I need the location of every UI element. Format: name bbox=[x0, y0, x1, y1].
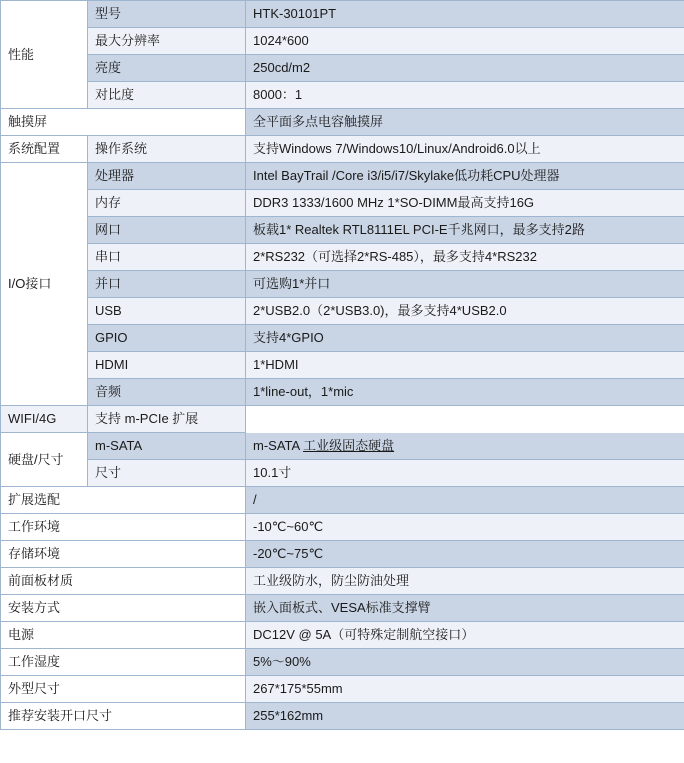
table-row bbox=[1, 217, 684, 244]
table-row bbox=[1, 433, 684, 460]
spec-value-cell: m-SATA 工业级固态硬盘 bbox=[246, 433, 684, 460]
category-cell: 硬盘/尺寸 bbox=[1, 433, 88, 487]
table-row bbox=[1, 622, 684, 649]
category-cell: 安装方式 bbox=[1, 595, 246, 622]
table-row bbox=[1, 271, 684, 298]
category-cell: 触摸屏 bbox=[1, 109, 246, 136]
spec-value-cell: 1*HDMI bbox=[246, 352, 684, 379]
table-row bbox=[1, 406, 684, 433]
spec-name-cell: 并口 bbox=[88, 271, 246, 298]
spec-name-cell: 操作系统 bbox=[88, 136, 246, 163]
spec-value-cell: 267*175*55mm bbox=[246, 676, 684, 703]
spec-name-cell: 亮度 bbox=[88, 55, 246, 82]
table-row bbox=[1, 298, 684, 325]
table-row bbox=[1, 487, 684, 514]
spec-value-cell: 8000：1 bbox=[246, 82, 684, 109]
underlined-text: 工业级固态硬盘 bbox=[303, 437, 395, 453]
category-cell: 工作环境 bbox=[1, 514, 246, 541]
category-cell: 系统配置 bbox=[1, 136, 88, 163]
spec-value-cell: 全平面多点电容触摸屏 bbox=[246, 109, 684, 136]
spec-name-cell: USB bbox=[88, 298, 246, 325]
spec-value-cell: 2*RS232（可选择2*RS-485），最多支持4*RS232 bbox=[246, 244, 684, 271]
spec-name-cell: 最大分辨率 bbox=[88, 28, 246, 55]
category-cell: 扩展选配 bbox=[1, 487, 246, 514]
table-row bbox=[1, 325, 684, 352]
spec-value-cell: HTK-30101PT bbox=[246, 1, 684, 28]
category-cell: 存储环境 bbox=[1, 541, 246, 568]
table-row bbox=[1, 379, 684, 406]
table-row bbox=[1, 541, 684, 568]
table-row bbox=[1, 244, 684, 271]
spec-value-cell: 支持 m-PCIe 扩展 bbox=[88, 406, 246, 433]
table-row bbox=[1, 163, 684, 190]
spec-value-cell: 5%～90% bbox=[246, 649, 684, 676]
spec-value-cell: 工业级防水，防尘防油处理 bbox=[246, 568, 684, 595]
spec-name-cell: 对比度 bbox=[88, 82, 246, 109]
table-row bbox=[1, 55, 684, 82]
table-row bbox=[1, 1, 684, 28]
category-cell: 外型尺寸 bbox=[1, 676, 246, 703]
spec-value-cell: 嵌入面板式、VESA标准支撑臂 bbox=[246, 595, 684, 622]
spec-name-cell: m-SATA bbox=[88, 433, 246, 460]
spec-name-cell: 处理器 bbox=[88, 163, 246, 190]
table-row bbox=[1, 514, 684, 541]
spec-value-cell: 2*USB2.0（2*USB3.0)，最多支持4*USB2.0 bbox=[246, 298, 684, 325]
spec-name-cell: HDMI bbox=[88, 352, 246, 379]
table-row bbox=[1, 352, 684, 379]
table-row bbox=[1, 460, 684, 487]
spec-name-cell: 内存 bbox=[88, 190, 246, 217]
table-row bbox=[1, 703, 684, 730]
table-row bbox=[1, 109, 684, 136]
category-cell: 推荐安装开口尺寸 bbox=[1, 703, 246, 730]
table-row bbox=[1, 28, 684, 55]
spec-name-cell: 音频 bbox=[88, 379, 246, 406]
spec-value-cell: Intel BayTrail /Core i3/i5/i7/Skylake低功耗CPU处理器 bbox=[246, 163, 684, 190]
spec-name-cell: 型号 bbox=[88, 1, 246, 28]
table-row bbox=[1, 649, 684, 676]
table-row bbox=[1, 568, 684, 595]
category-cell: 性能 bbox=[1, 1, 88, 109]
spec-value-cell: -20℃~75℃ bbox=[246, 541, 684, 568]
spec-name-cell: WIFI/4G bbox=[1, 406, 88, 433]
spec-value-cell: 板载1* Realtek RTL8111EL PCI-E千兆网口，最多支持2路 bbox=[246, 217, 684, 244]
table-row bbox=[1, 136, 684, 163]
spec-value-cell: 10.1寸 bbox=[246, 460, 684, 487]
spec-value-cell: DDR3 1333/1600 MHz 1*SO-DIMM最高支持16G bbox=[246, 190, 684, 217]
table-row bbox=[1, 595, 684, 622]
spec-value-cell: 支持4*GPIO bbox=[246, 325, 684, 352]
spec-value-cell: 250cd/m2 bbox=[246, 55, 684, 82]
spec-value-cell: 255*162mm bbox=[246, 703, 684, 730]
specifications-table-body bbox=[1, 1, 684, 730]
spec-value-cell: 1*line-out，1*mic bbox=[246, 379, 684, 406]
category-cell: 工作湿度 bbox=[1, 649, 246, 676]
category-cell: I/O接口 bbox=[1, 163, 88, 406]
spec-value-cell: 支持Windows 7/Windows10/Linux/Android6.0以上 bbox=[246, 136, 684, 163]
spec-value-cell: / bbox=[246, 487, 684, 514]
spec-value-cell: 可选购1*并口 bbox=[246, 271, 684, 298]
spec-value-cell: -10℃~60℃ bbox=[246, 514, 684, 541]
category-cell: 前面板材质 bbox=[1, 568, 246, 595]
spec-name-cell: 网口 bbox=[88, 217, 246, 244]
table-row bbox=[1, 676, 684, 703]
spec-value-cell: 1024*600 bbox=[246, 28, 684, 55]
spec-name-cell: 串口 bbox=[88, 244, 246, 271]
table-row bbox=[1, 82, 684, 109]
category-cell: 电源 bbox=[1, 622, 246, 649]
table-row bbox=[1, 190, 684, 217]
spec-name-cell: GPIO bbox=[88, 325, 246, 352]
spec-name-cell: 尺寸 bbox=[88, 460, 246, 487]
spec-value-cell: DC12V @ 5A（可特殊定制航空接口） bbox=[246, 622, 684, 649]
